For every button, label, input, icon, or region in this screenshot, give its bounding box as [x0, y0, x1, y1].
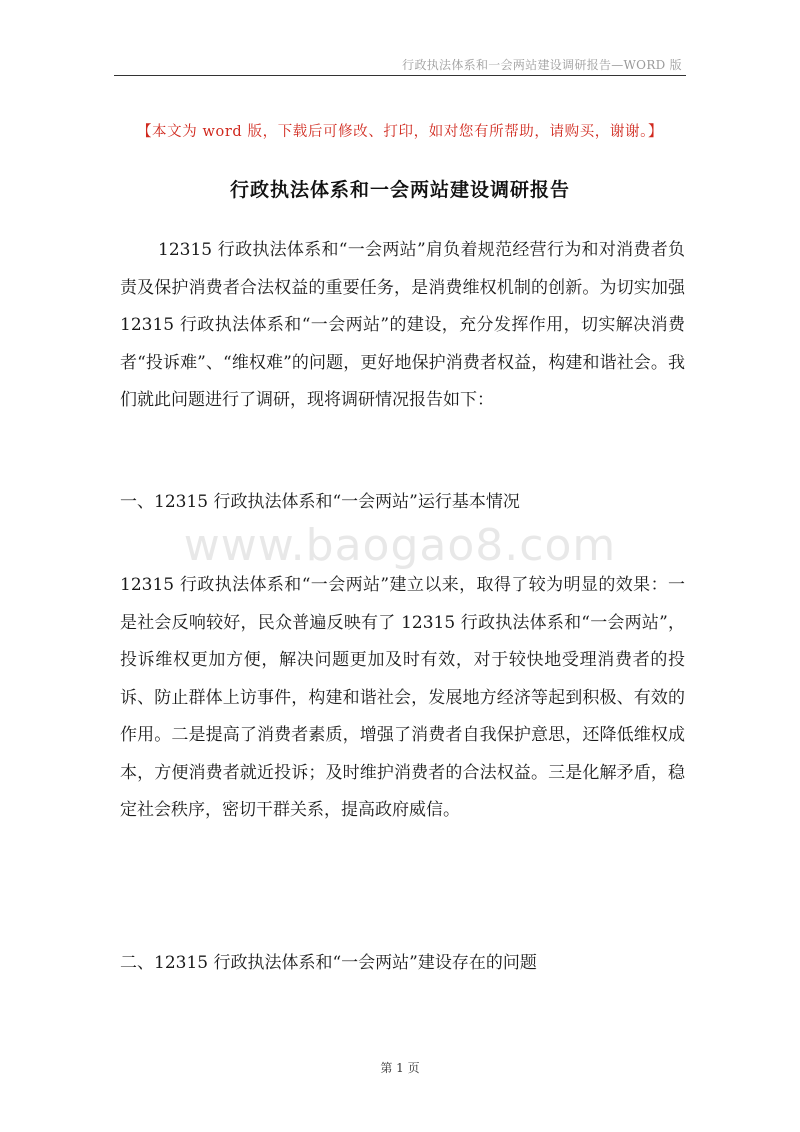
- header-divider: [114, 75, 686, 76]
- running-header: 行政执法体系和一会两站建设调研报告—WORD 版: [402, 58, 682, 72]
- watermark-text: www.baogao8.com: [183, 520, 617, 571]
- intro-paragraph: 12315 行政执法体系和“一会两站”肩负着规范经营行为和对消费者负责及保护消费者合法权益的重要任务，是消费维权机制的创新。为切实加强 12315 行政执法体系和“一会两站”的建设，充分发挥作用，切实解决消费者“投诉难”、“维权难”的问题，更好地保护消费者权益，构建和谐社会。我们就此问题进行了调研，现将调研情况报告如下：: [120, 240, 685, 410]
- section-heading-1: 一、12315 行政执法体系和“一会两站”运行基本情况: [120, 492, 520, 512]
- section-heading-2: 二、12315 行政执法体系和“一会两站”建设存在的问题: [120, 953, 537, 973]
- document-title: 行政执法体系和一会两站建设调研报告: [229, 179, 570, 201]
- purchase-notice: 【本文为 word 版，下载后可修改、打印，如对您有所帮助，请购买，谢谢。】: [136, 124, 664, 140]
- section-1-paragraph: 12315 行政执法体系和“一会两站”建立以来，取得了较为明显的效果：一是社会反响较好，民众普遍反映有了 12315 行政执法体系和“一会两站”，投诉维权更加方便，解决问题更加及时有效，对于较快地受理消费者的投诉、防止群体上访事件，构建和谐社会，发展地方经济等起到积极、有效的作用。二是提高了消费者素质，增强了消费者自我保护意思，还降低维权成本，方便消费者就近投诉；及时维护消费者的合法权益。三是化解矛盾，稳定社会秩序，密切干群关系，提高政府威信。: [120, 575, 685, 820]
- page-number: 第 1 页: [380, 1061, 420, 1075]
